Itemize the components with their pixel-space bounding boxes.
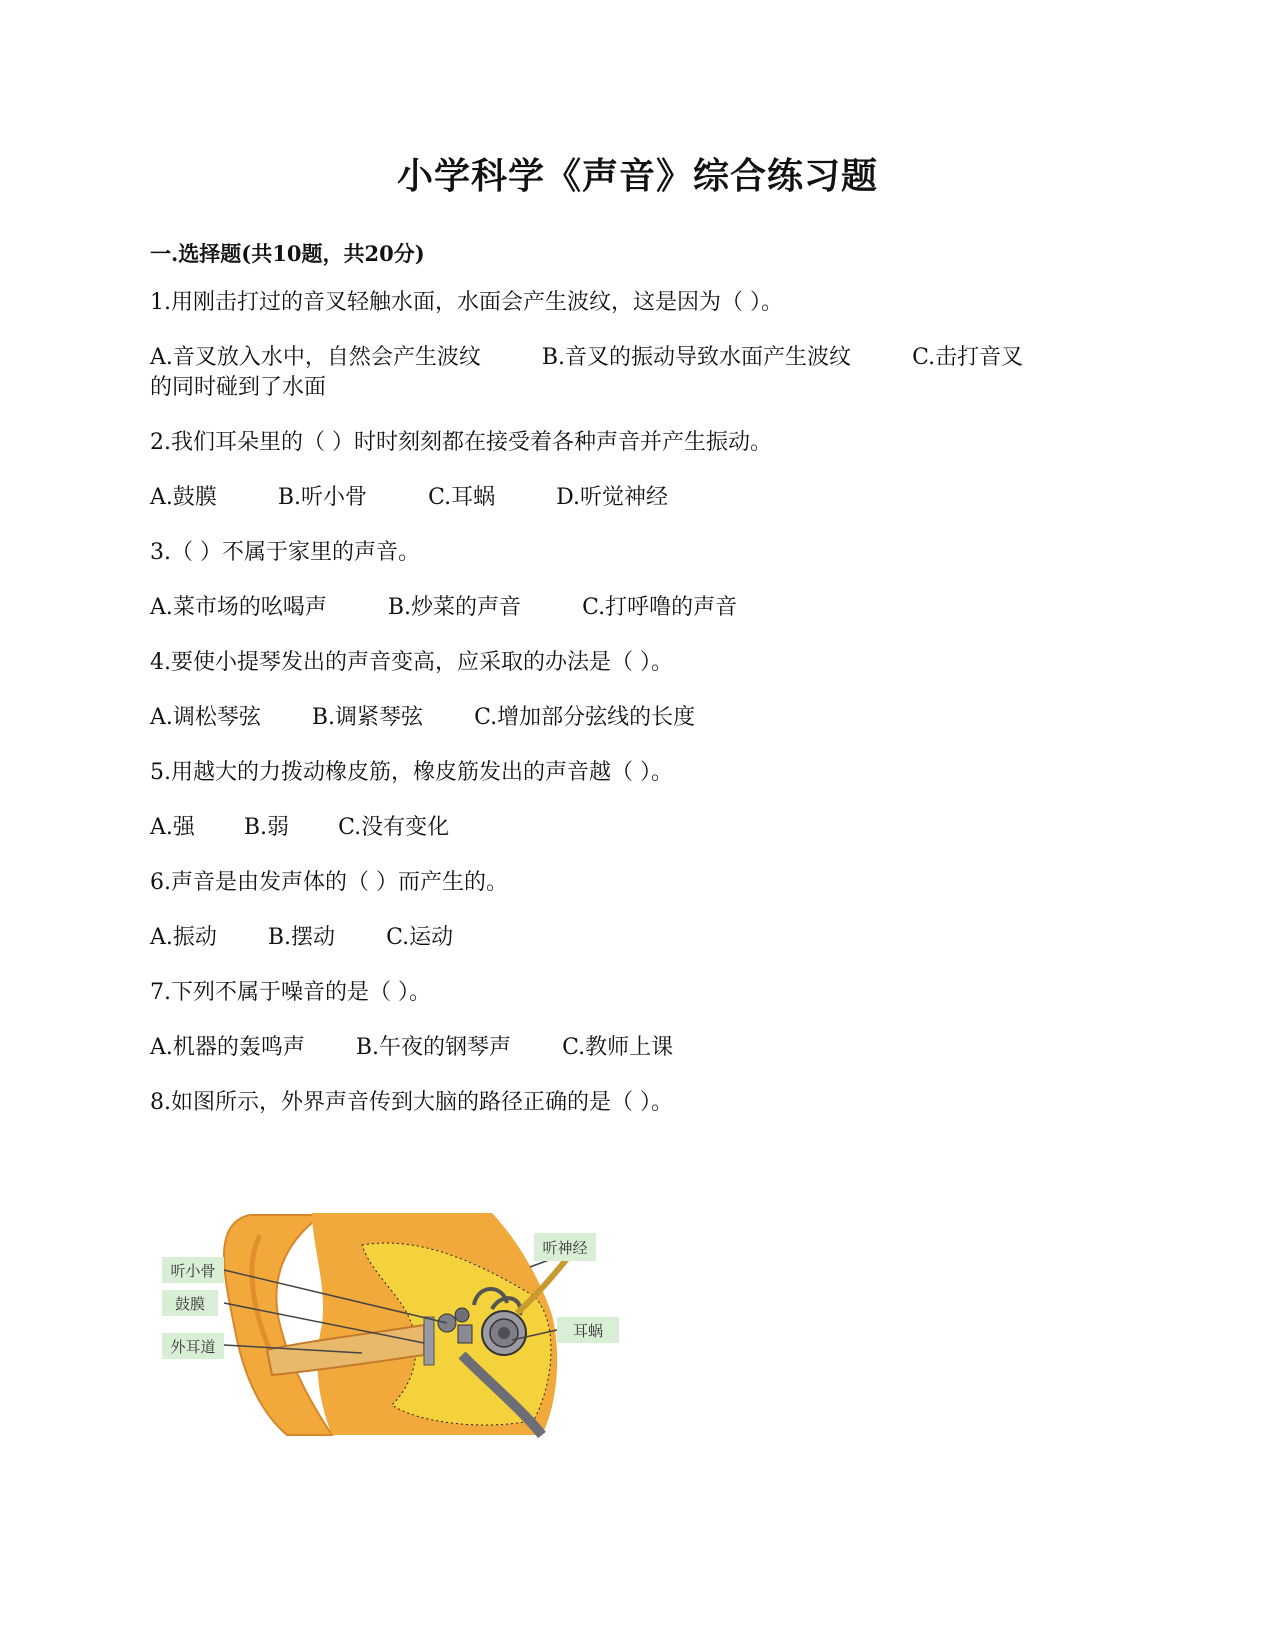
label-cochlea: 耳蜗 — [572, 1322, 604, 1340]
page-title: 小学科学《声音》综合练习题 — [396, 155, 878, 197]
option-a: A.振动 — [150, 925, 217, 950]
option-d: D.听觉神经 — [556, 485, 668, 510]
option-a: A.机器的轰鸣声 — [150, 1035, 305, 1060]
option-c: C.打呼噜的声音 — [582, 595, 738, 620]
option-b: B.调紧琴弦 — [311, 705, 424, 730]
option-b: B.弱 — [243, 815, 290, 840]
option-c: C.教师上课 — [562, 1035, 674, 1060]
option-c: C.没有变化 — [338, 815, 450, 840]
label-ear-canal: 外耳道 — [170, 1338, 216, 1356]
option-a: A.鼓膜 — [150, 485, 217, 510]
option-a: A.菜市场的吆喝声 — [150, 595, 327, 620]
question-6-stem: 6.声音是由发声体的（ ）而产生的。 — [150, 870, 508, 895]
question-1-options — [150, 343, 1023, 373]
question-6-options — [150, 923, 453, 953]
question-1-options-continued: 的同时碰到了水面 — [150, 375, 327, 400]
label-ossicles: 听小骨 — [170, 1262, 216, 1280]
question-5-options — [150, 813, 449, 843]
option-a: A.调松琴弦 — [150, 705, 261, 730]
question-7-options — [150, 1033, 673, 1063]
question-5-stem: 5.用越大的力拨动橡皮筋，橡皮筋发出的声音越（ ）。 — [150, 760, 673, 785]
option-c: C.击打音叉 — [912, 345, 1024, 370]
option-c: C.运动 — [386, 925, 454, 950]
question-4-options — [150, 703, 695, 733]
section-heading: 一.选择题(共10题，共20分) — [150, 241, 425, 266]
option-b: B.音叉的振动导致水面产生波纹 — [541, 345, 852, 370]
question-7-stem: 7.下列不属于噪音的是（ ）。 — [150, 980, 431, 1005]
ear-anatomy-figure — [162, 1205, 662, 1440]
option-b: B.炒菜的声音 — [387, 595, 522, 620]
label-eardrum: 鼓膜 — [174, 1295, 206, 1313]
question-8-stem: 8.如图所示，外界声音传到大脑的路径正确的是（ ）。 — [150, 1090, 673, 1115]
option-b: B.午夜的钢琴声 — [355, 1035, 512, 1060]
option-c: C.增加部分弦线的长度 — [474, 705, 696, 730]
question-4-stem: 4.要使小提琴发出的声音变高，应采取的办法是（ ）。 — [150, 650, 673, 675]
cochlea-shape — [482, 1311, 526, 1355]
option-a: A.强 — [150, 815, 195, 840]
auricle-shape — [224, 1215, 332, 1435]
question-3-stem: 3.（ ）不属于家里的声音。 — [150, 540, 420, 565]
eardrum-shape — [424, 1317, 434, 1365]
option-a: A.音叉放入水中，自然会产生波纹 — [150, 345, 481, 370]
question-1-stem: 1.用刚击打过的音叉轻触水面，水面会产生波纹，这是因为（ ）。 — [150, 290, 783, 315]
question-2-stem: 2.我们耳朵里的（ ）时时刻刻都在接受着各种声音并产生振动。 — [150, 430, 772, 455]
question-2-options — [150, 483, 668, 513]
option-c: C.耳蜗 — [428, 485, 496, 510]
question-3-options — [150, 593, 737, 623]
option-b: B.听小骨 — [277, 485, 368, 510]
option-b: B.摆动 — [267, 925, 336, 950]
label-auditory-nerve: 听神经 — [542, 1239, 588, 1257]
